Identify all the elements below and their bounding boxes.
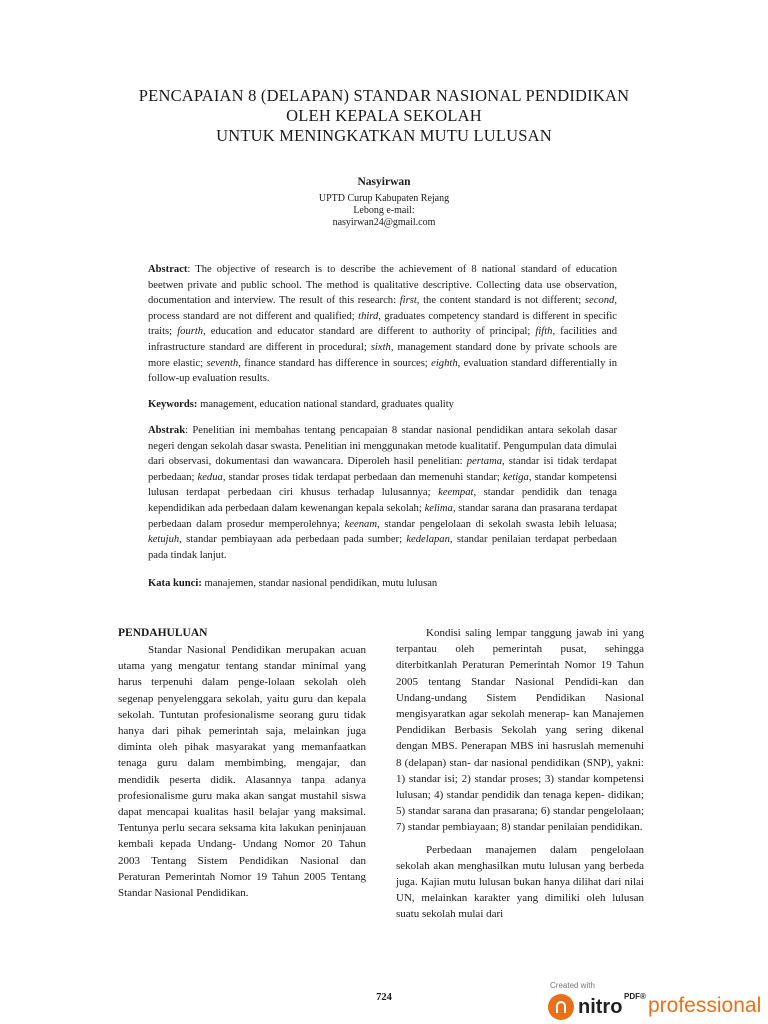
abstract-indonesian [148, 423, 617, 563]
author-email: nasyirwan24@gmail.com [332, 217, 436, 228]
watermark-reg: ® [640, 992, 646, 1001]
paragraph: Kondisi saling lempar tanggung jawab ini yang terpantau oleh pemerintah pusat, sehingga diterbitkanlah Peraturan Pemerintah Nomor 19 Tahun 2005 tentang Standar Nasional Pendidi-kan dan Undang-undang Sistem Pendidikan Nasional mengisyaratkan agar sekolah menerap- kan Manajemen Pendidikan Berbasis Sekolah yang sering dikenal dengan MBS. Penerapan MBS ini hasruslah memenuhi 8 (delapan) stan- dar nasional pendidikan (SNP), yakni: 1) standar isi; 2) standar proses; 3) standar kompetensi lulusan; 4) standar pendidik dan tenaga kepen- didikan; 5) standar sarana dan prasarana; 6) standar pengelolaan; 7) standar pembiayaan; 8) standar penilaian pendidikan. [396, 627, 644, 834]
watermark-pdf [624, 992, 646, 1001]
abstrak-text: : Penelitian ini membahas tentang pencapaian 8 standar nasional pendidikan antara sekolah dasar negeri dengan sekolah dasar swasta. Penelitian ini menggunakan metode kualitatif. Pengumpulan data dimulai dari observasi, dokumentasi dan wawancara. Diperoleh hasil penelitian: [148, 425, 617, 468]
page-number: 724 [376, 992, 392, 1003]
abstrak-text: , standar proses tidak terdapat perbedaan dan memenuhi standar; [222, 471, 503, 483]
abstract-english [148, 262, 617, 387]
affiliation-line-1: UPTD Curup Kabupaten Rejang [318, 193, 450, 204]
title-line-2: OLEH KEPALA SEKOLAH [286, 106, 482, 125]
abstract-text: : The objective of research is to describe the achievement of 8 national standard of education beetwen private and public school. The method is qualitative descriptive. Collecting data use observation, documentation and interview. The result of this research: [148, 264, 617, 307]
abstrak-text: , standar penilaian terdapat perbedaan pada tindak lanjut. [148, 534, 617, 561]
abstrak-text: , standar isi tidak terdapat perbedaan; [148, 456, 617, 483]
abstract-emph: third [358, 310, 379, 322]
abstract-label: Abstract [148, 264, 188, 275]
abstract-emph: second [584, 295, 615, 307]
keywords-english [148, 397, 617, 413]
abstrak-emph: ketiga [502, 471, 529, 483]
watermark-brand: nitro [578, 996, 623, 1018]
watermark-created-with: Created with [550, 981, 595, 990]
kata-kunci-label: Kata kunci: [148, 578, 202, 589]
abstract-text: , process standard are not different and qualified; [148, 295, 617, 322]
abstrak-emph: kedua [197, 471, 223, 483]
abstrak-text: , standar sarana dan prasarana terdapat perbedaan dalam prosedur memperolehnya; [148, 502, 618, 530]
author-name: Nasyirwan [357, 176, 411, 188]
abstract-emph: fourth [177, 326, 204, 338]
watermark-edition: professional [648, 994, 762, 1017]
body-column-right [396, 625, 644, 923]
kata-kunci-text: manajemen, standar nasional pendidikan, mutu lulusan [201, 578, 438, 589]
keywords-indonesian [148, 576, 617, 592]
abstract-text: , facilities and infrastructure standard are different in procedural; [148, 326, 617, 353]
abstrak-emph: pertama [466, 456, 503, 468]
abstract-emph: sixth [370, 341, 391, 353]
title-line-1: PENCAPAIAN 8 (DELAPAN) STANDAR NASIONAL PENDIDIKAN [138, 86, 630, 105]
abstrak-emph: kelima [424, 502, 453, 514]
abstract-emph: eighth [431, 357, 458, 369]
abstract-text: , the content standard is not different; [416, 295, 585, 307]
nitro-logo-icon [548, 994, 574, 1020]
body-column-left [118, 625, 366, 901]
abstrak-text: , standar pengelolaan di sekolah swasta lebih leluasa; [377, 518, 617, 530]
abstrak-text: , standar pembiayaan ada perbedaan pada sumber; [179, 534, 407, 546]
abstrak-emph: keempat [438, 487, 474, 499]
title-line-3: UNTUK MENINGKATKAN MUTU LULUSAN [216, 126, 552, 145]
author-affiliation [60, 193, 708, 229]
paragraph: Perbedaan manajemen dalam pengelolaan sekolah akan menghasilkan mutu lulusan yang berbeda juga. Kajian mutu lulusan bukan hanya dilihat dari nilai UN, melainkan karakter yang dimiliki oleh lulusan suatu sekolah mulai dari [396, 843, 644, 921]
abstract-emph: first [399, 295, 417, 307]
abstrak-text: , standar pendidik dan tenaga kependidikan ada perbedaan dalam kewenangan kepala sekolah; [148, 487, 617, 514]
abstract-text: , evaluation standard differentially in follow-up evaluation results. [148, 357, 617, 385]
affiliation-line-2: Lebong e-mail: [353, 205, 415, 216]
keywords-label: Keywords: [148, 399, 198, 410]
watermark-pdf-text: PDF [624, 992, 640, 1001]
section-heading: PENDAHULUAN [118, 627, 208, 639]
abstrak-emph: ketujuh [148, 534, 180, 546]
paragraph: Standar Nasional Pendidikan merupakan acuan utama yang mengatur tentang standar minimal yang harus terpenuhi dalam penge-lolaan sekolah oleh segenap penyelenggara sekolah, yaitu guru dan kepala sekolah. Tuntutan profesionalisme seorang guru tidak hanya dari pihak pemerintah saja, melainkan juga diminta oleh pihak masyarakat yang memanfaatkan tenaga guru dalam membimbing, mengajar, dan mendidik peserta didik. Alasannya tanpa adanya profesionalisme guru maka akan sangat mustahil siswa dapat mencapai kualitas hasil belajar yang maksimal. Tentunya perlu secara seksama kita lakukan peninjauan kembali kepada Undang- Undang Nomor 20 Tahun 2003 Tentang Sistem Pendidikan Nasional dan Peraturan Pemerintah Nomor 19 Tahun 2005 Tentang Standar Nasional Pendidikan. [118, 644, 366, 900]
abstract-text: , graduates competency standard is different in specific traits; [148, 310, 617, 338]
abstrak-label: Abstrak [148, 425, 186, 436]
abstract-text: , finance standard has difference in sources; [238, 357, 432, 369]
paper-title [60, 86, 708, 146]
keywords-text: management, education national standard, graduates quality [197, 399, 454, 410]
nitro-watermark [544, 978, 768, 1024]
abstract-text: , education and educator standard are different to authority of principal; [203, 326, 536, 338]
abstrak-emph: kedelapan [406, 534, 450, 546]
abstrak-text: , standar kompetensi lulusan terdapat perbedaan ciri khusus terhadap lulusannya; [148, 471, 617, 499]
abstract-emph: fifth [535, 326, 553, 338]
abstract-text: , management standard done by private schools are more elastic; [148, 341, 617, 369]
abstrak-emph: keenam [344, 518, 377, 530]
abstract-emph: seventh [206, 357, 239, 369]
